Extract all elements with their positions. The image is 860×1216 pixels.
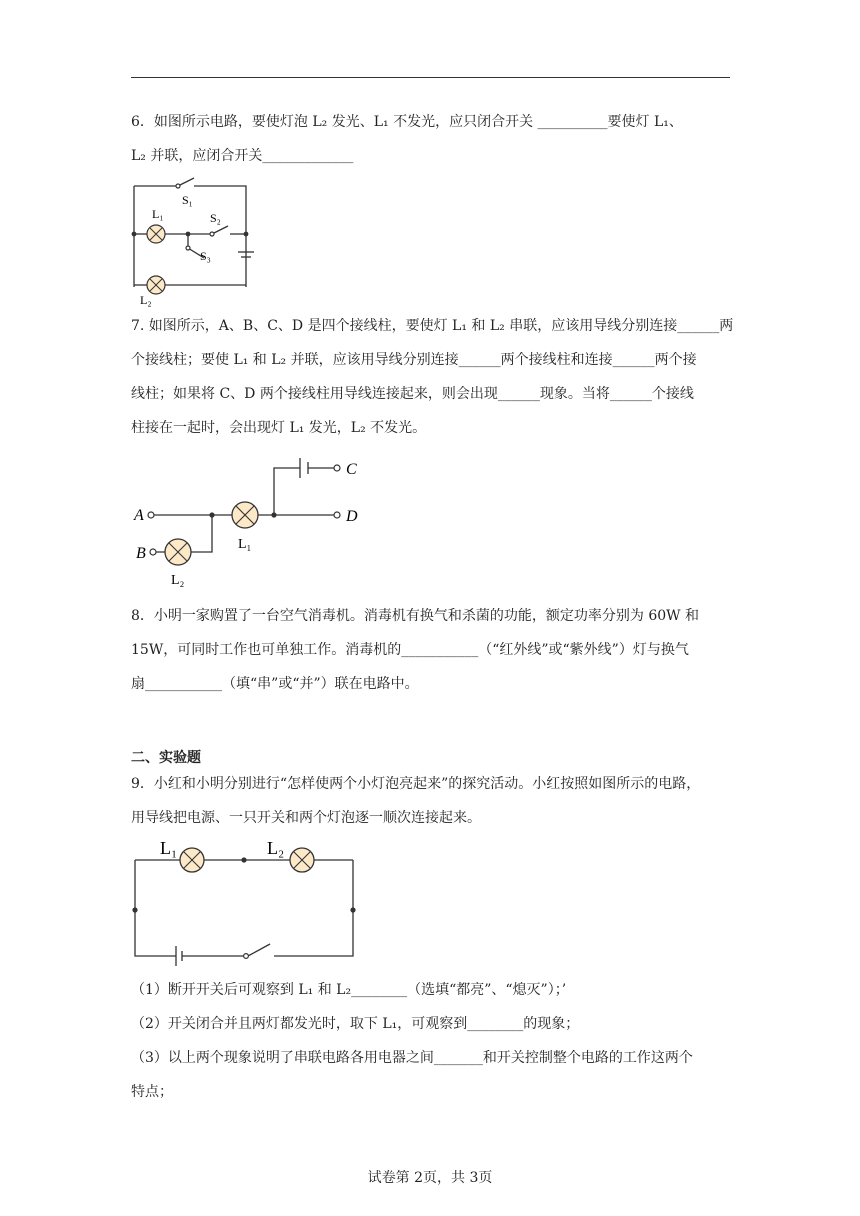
q7-line-3: 线柱；如果将 C、D 两个接线柱用导线连接起来，则会出现______现象。当将______个接线 <box>131 386 694 402</box>
q9-sub-1: （1）断开开关后可观察到 L₁ 和 L₂________（选填“都亮”、“熄灭”）；’ <box>131 982 567 998</box>
lamp-icon <box>180 848 204 872</box>
q7-line-2: 个接线柱；要使 L₁ 和 L₂ 并联，应该用导线分别连接______两个接线柱和连接______两个接 <box>131 352 697 368</box>
label-l2: L₂ <box>140 293 152 307</box>
section-heading: 二、实验题 <box>131 750 201 766</box>
q9-line-1: 9．小红和小明分别进行“怎样使两个小灯泡亮起来”的探究活动。小红按照如图所示的电路， <box>131 776 701 792</box>
q8-line-1: 8．小明一家购置了一台空气消毒机。消毒机有换气和杀菌的功能，额定功率分别为 60W 和 <box>131 608 700 624</box>
header-rule <box>131 77 730 78</box>
label-l2: L₂ <box>267 838 285 858</box>
lamp-icon <box>147 225 165 243</box>
q7-line-1: 7. 如图所示，A、B、C、D 是四个接线柱，要使灯 L₁ 和 L₂ 串联，应该用导线分别连接______两 <box>131 318 734 334</box>
q9-sub-3-line-2: 特点； <box>131 1084 173 1100</box>
terminal-d: D <box>346 508 358 525</box>
label-l1: L₁ <box>238 537 252 552</box>
label-s2: S₂ <box>210 211 221 225</box>
terminal-a: A <box>134 507 144 524</box>
label-s1: S₁ <box>182 193 193 207</box>
q8-line-2: 15W，可同时工作也可单独工作。消毒机的___________（“红外线”或“紫外线”）灯与换气 <box>131 642 689 658</box>
q9-line-2: 用导线把电源、一只开关和两个灯泡逐一顺次连接起来。 <box>131 810 481 826</box>
q6-circuit-diagram <box>120 172 280 310</box>
q7-circuit-diagram <box>128 452 378 590</box>
page-footer: 试卷第 2页，共 3页 <box>367 1170 493 1186</box>
q8-line-3: 扇___________（填“串”或“并”）联在电路中。 <box>131 676 419 692</box>
q9-sub-3-line-1: （3）以上两个现象说明了串联电路各用电器之间_______和开关控制整个电路的工作这两个 <box>131 1050 693 1066</box>
lamp-icon <box>147 276 165 294</box>
q6-line-1: 6．如图所示电路，要使灯泡 L₂ 发光、L₁ 不发光，应只闭合开关 __________要使灯 L₁、 <box>131 114 683 130</box>
terminal-c: C <box>346 461 357 478</box>
label-l1: L₁ <box>160 838 178 858</box>
label-s3: S₃ <box>200 249 211 263</box>
lamp-icon <box>232 502 258 528</box>
junction-dot <box>186 232 191 237</box>
q6-line-2: L₂ 并联，应闭合开关_____________ <box>131 148 354 164</box>
label-l1: L₁ <box>152 207 164 221</box>
q9-circuit-diagram <box>128 832 364 972</box>
label-l2: L₂ <box>171 573 185 588</box>
junction-dot <box>244 232 249 237</box>
lamp-icon <box>165 539 191 565</box>
q7-line-4: 柱接在一起时，会出现灯 L₁ 发光，L₂ 不发光。 <box>131 420 427 436</box>
junction-dot <box>132 232 137 237</box>
terminal-b: B <box>136 545 146 562</box>
lamp-icon <box>290 848 314 872</box>
q9-sub-2: （2）开关闭合并且两灯都发光时，取下 L₁，可观察到________的现象； <box>131 1016 580 1032</box>
